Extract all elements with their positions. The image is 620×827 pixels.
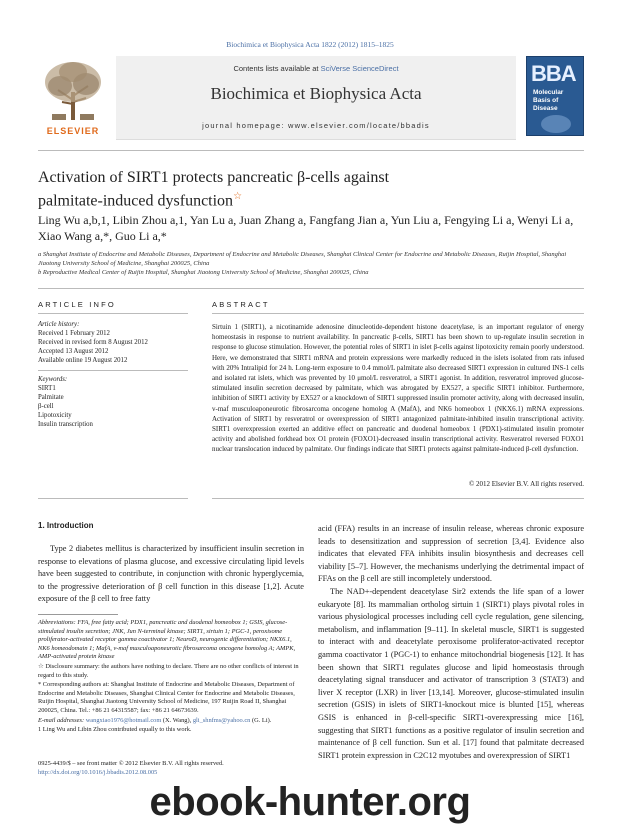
article-title <box>38 168 584 210</box>
journal-header-box <box>116 56 516 140</box>
footnote-emails <box>38 717 304 726</box>
header-divider <box>38 150 584 151</box>
footnote-equal-contribution: 1 Ling Wu and Libin Zhou contributed equally to this work. <box>38 726 192 734</box>
contents-line <box>116 64 516 73</box>
email-label: E-mail addresses: <box>38 716 86 724</box>
journal-cover-thumbnail <box>526 56 584 136</box>
section-heading-introduction: 1. Introduction <box>38 521 94 530</box>
abstract-bottom-rule <box>212 498 584 499</box>
email-name-wang: (X. Wang), <box>161 716 193 724</box>
article-info-rule <box>38 313 188 314</box>
abstract-text: Sirtuin 1 (SIRT1), a nicotinamide adenosine dinucleotide-dependent histone deacetylase, is an important regulator of energy homeostasis in response to nutrient availability. In pancreatic β-cells, SIRT1 has been shown to up-regulate insulin secretion in response to glucose stimulation. However, the potential roles of SIRT1 in islet β-cells against lipotoxicity remain poorly understood. Here, we demonstrated that SIRT1 mRNA and protein expressions were markedly reduced in the islets isolated from rats infused with 20% Intralipid for 24 h. Long-term exposure to 0.4 mmol/L palmitate also decreased SIRT1 expression in cultured INS-1 cells and isolated rat islets, which was prevented by 10 μmol/L resveratrol, a SIRT1 agonist. In addition, resveratrol improved glucose-stimulated insulin secretion decreased by palmitate, which was abrogated by EX527, a specific SIRT1 inhibitor. Furthermore, inhibition of SIRT1 activity by EX527 or a knockdown of SIRT1 suppressed insulin promoter activity, along with decreased insulin, v-maf musculoaponeurotic fibrosarcoma oncogene homolog A (MafA), and NK6 homeobox 1 (NKX6.1) mRNA expressions. Activation of SIRT1 by resveratrol or overexpression of SIRT1 antagonized palmitate-inhibited insulin transcriptional activity. SIRT1 overexpression exerted an additive effect on pancreatic and duodenal homeobox 1 (PDX1)-stimulated insulin promoter activity and abolished forkhead box O1 protein (FOXO1)-decreased insulin transcriptional activity. Resveratrol reversed FOXO1 nuclear translocation induced by palmitate. Our findings indicate that SIRT1 protects against palmitate-induced β-cell dysfunction. <box>212 323 584 454</box>
title-line-1: Activation of SIRT1 protects pancreatic β-cells against <box>38 169 390 186</box>
sciencedirect-link[interactable]: SciVerse ScienceDirect <box>320 64 399 73</box>
cover-subtitle: Molecular Basis of Disease <box>533 89 564 112</box>
intro-paragraph-3: The NAD+-dependent deacetylase Sir2 extends the life span of a lower eukaryote [8]. Its mammalian ortholog sirtuin 1 (SIRT1) plays pivotal roles in various physiological processes including cell cycle regulation, gene silencing, metabolism, and inflammation [9–11]. In skeletal muscle, SIRT1 is suggested to interact with and deacetylate peroxisome proliferator-activated receptor gamma coactivator 1 (PGC-1) to enhance mitochondrial biogenesis [12]. It has been shown that SIRT1 regulates glucose and lipid homeostasis through deacetylating signal transducer and activator of transcription 3 (STAT3) and liver X receptor (LXR) in liver [13,14]. Moreover, glucose-stimulated insulin secretion (GSIS) in islets of SIRT1-knockout mice is blunted [15], whereas GSIS is enhanced in β-cell-specific SIRT1-overexpressing mice [16], suggesting that SIRT1 functions as a positive regulator of insulin secretion and maintenance of β cell function. Sun et al. [17] found that palmitate decreased SIRT1 protein expression in C2C12 myotubes and overexpression of SIRT1 <box>318 586 584 760</box>
contents-prefix: Contents lists available at <box>233 64 321 73</box>
history-accepted: Accepted 13 August 2012 <box>38 348 109 355</box>
right-column <box>318 523 584 762</box>
intro-paragraph-1: Type 2 diabetes mellitus is characterized by insufficient insulin secretion in response to elevations of plasma glucose, and excessive circulating lipid levels have been suggested to contribute, in conjunction with chronic hyperglycemia, to the progressive deterioration of β cell function in this disease [1,2]. Acute exposure of the β cell to free fatty <box>38 544 304 604</box>
keywords-block <box>38 375 188 429</box>
article-info-heading: ARTICLE INFO <box>38 300 116 309</box>
abstract-rule <box>212 313 584 314</box>
email-link-li[interactable]: gli_shnfms@yahoo.cn <box>192 716 251 724</box>
footnote-disclosure: ☆ Disclosure summary: the authors have nothing to declare. There are no other conflicts of interest in regard to this study. <box>38 662 299 679</box>
history-received: Received 1 February 2012 <box>38 330 110 337</box>
elsevier-wordmark: ELSEVIER <box>46 126 100 136</box>
cover-bba-letters: BBA <box>531 61 576 86</box>
info-bottom-rule <box>38 498 188 499</box>
authors-line-1: Ling Wu a,b,1, Libin Zhou a,1, Yan Lu a, Juan Zhang a, Fangfang Jian a, Yun Liu a, Fengying Li a, Wenyi Li a, <box>38 213 574 227</box>
keyword-item: β-cell <box>38 403 54 410</box>
footnote-corresponding: * Corresponding authors at: Shanghai Institute of Endocrine and Metabolic Diseases, Department of Endocrine and Metabolic Diseases, Shanghai Clinical Center for Endocrine and Metabolic Diseases, Ruijin Hospital, Shanghai Jiaotong University School of Medicine, 197 Ruijin Road II, Shanghai 200025, China. Tel.: +86 21 64315587; fax: +86 21 64673639. <box>38 681 295 714</box>
title-line-2: palmitate-induced dysfunction <box>38 192 234 210</box>
affiliation-b: b Reproductive Medical Center of Ruijin Hospital, Shanghai Jiaotong University School of Medicine, Shanghai 200025, China <box>38 269 369 276</box>
journal-title: Biochimica et Biophysica Acta <box>210 84 422 103</box>
issn-line: 0925-4439/$ – see front matter © 2012 Elsevier B.V. All rights reserved. <box>38 760 224 767</box>
email-name-li: (G. Li). <box>250 716 272 724</box>
abstract-copyright: © 2012 Elsevier B.V. All rights reserved. <box>468 480 584 488</box>
keyword-item: Insulin transcription <box>38 421 93 428</box>
intro-paragraph-2: acid (FFA) results in an increase of insulin release, whereas chronic exposure leads to desensitization and suppression of secretion [3,4]. Evidence also indicates that elevated FFA inhibits insulin biosynthesis and decreases cell viability [5–7]. However, the mechanisms underlying the detrimental impact of FFAs on the β cell are still incompletely understood. <box>318 524 584 584</box>
title-footnote-mark[interactable]: ☆ <box>233 191 243 202</box>
elsevier-tree-logo <box>38 56 108 136</box>
doi-link[interactable]: http://dx.doi.org/10.1016/j.bbadis.2012.08.005 <box>38 768 158 776</box>
history-rule <box>38 370 188 371</box>
keyword-item: Lipotoxicity <box>38 412 72 419</box>
journal-homepage[interactable]: journal homepage: www.elsevier.com/locate/bbadis <box>202 121 430 130</box>
issn-block <box>38 760 304 777</box>
keyword-item: SIRT1 <box>38 385 56 392</box>
footnote-divider <box>38 614 118 615</box>
article-history <box>38 320 188 365</box>
keywords-label: Keywords: <box>38 376 68 383</box>
footnotes <box>38 619 304 736</box>
affiliation-a: a Shanghai Institute of Endocrine and Metabolic Diseases, Department of Endocrine and Metabolic Diseases, Shanghai Clinical Center for Endocrine and Metabolic Diseases, Ruijin Hospital, Shanghai Jiaotong University School of Medicine, Shanghai 200025, China <box>38 251 567 267</box>
history-online: Available online 19 August 2012 <box>38 357 128 364</box>
abstract-heading: ABSTRACT <box>212 300 270 309</box>
footnote-abbreviations: Abbreviations: FFA, free fatty acid; PDX1, pancreatic and duodenal homeobox 1; GSIS, glucose-stimulated insulin secretion; JNK, Jun N-terminal kinase; SIRT1, sirtuin 1; PGC-1, peroxisome proliferator-activated receptor gamma coactivator 1; NeuroD, neurogenic differentiation; NKX6.1, NK6 homeodomain 1; MafA, v-maf musculoaponeurotic fibrosarcoma oncogene homolog A; AMPK, AMP-activated protein kinase <box>38 619 296 661</box>
history-revised: Received in revised form 8 August 2012 <box>38 339 148 346</box>
author-list <box>38 212 584 244</box>
cover-graphic <box>541 115 571 133</box>
history-label: Article history: <box>38 321 80 328</box>
journal-header <box>38 56 584 140</box>
watermark: ebook-hunter.org <box>149 780 471 824</box>
journal-reference[interactable]: Biochimica et Biophysica Acta 1822 (2012) 1815–1825 <box>226 40 394 49</box>
keyword-item: Palmitate <box>38 394 64 401</box>
affiliation-divider <box>38 288 584 289</box>
authors-line-2: Xiao Wang a,*, Guo Li a,* <box>38 229 167 243</box>
email-link-wang[interactable]: wangxiao1976@hotmail.com <box>85 716 162 724</box>
